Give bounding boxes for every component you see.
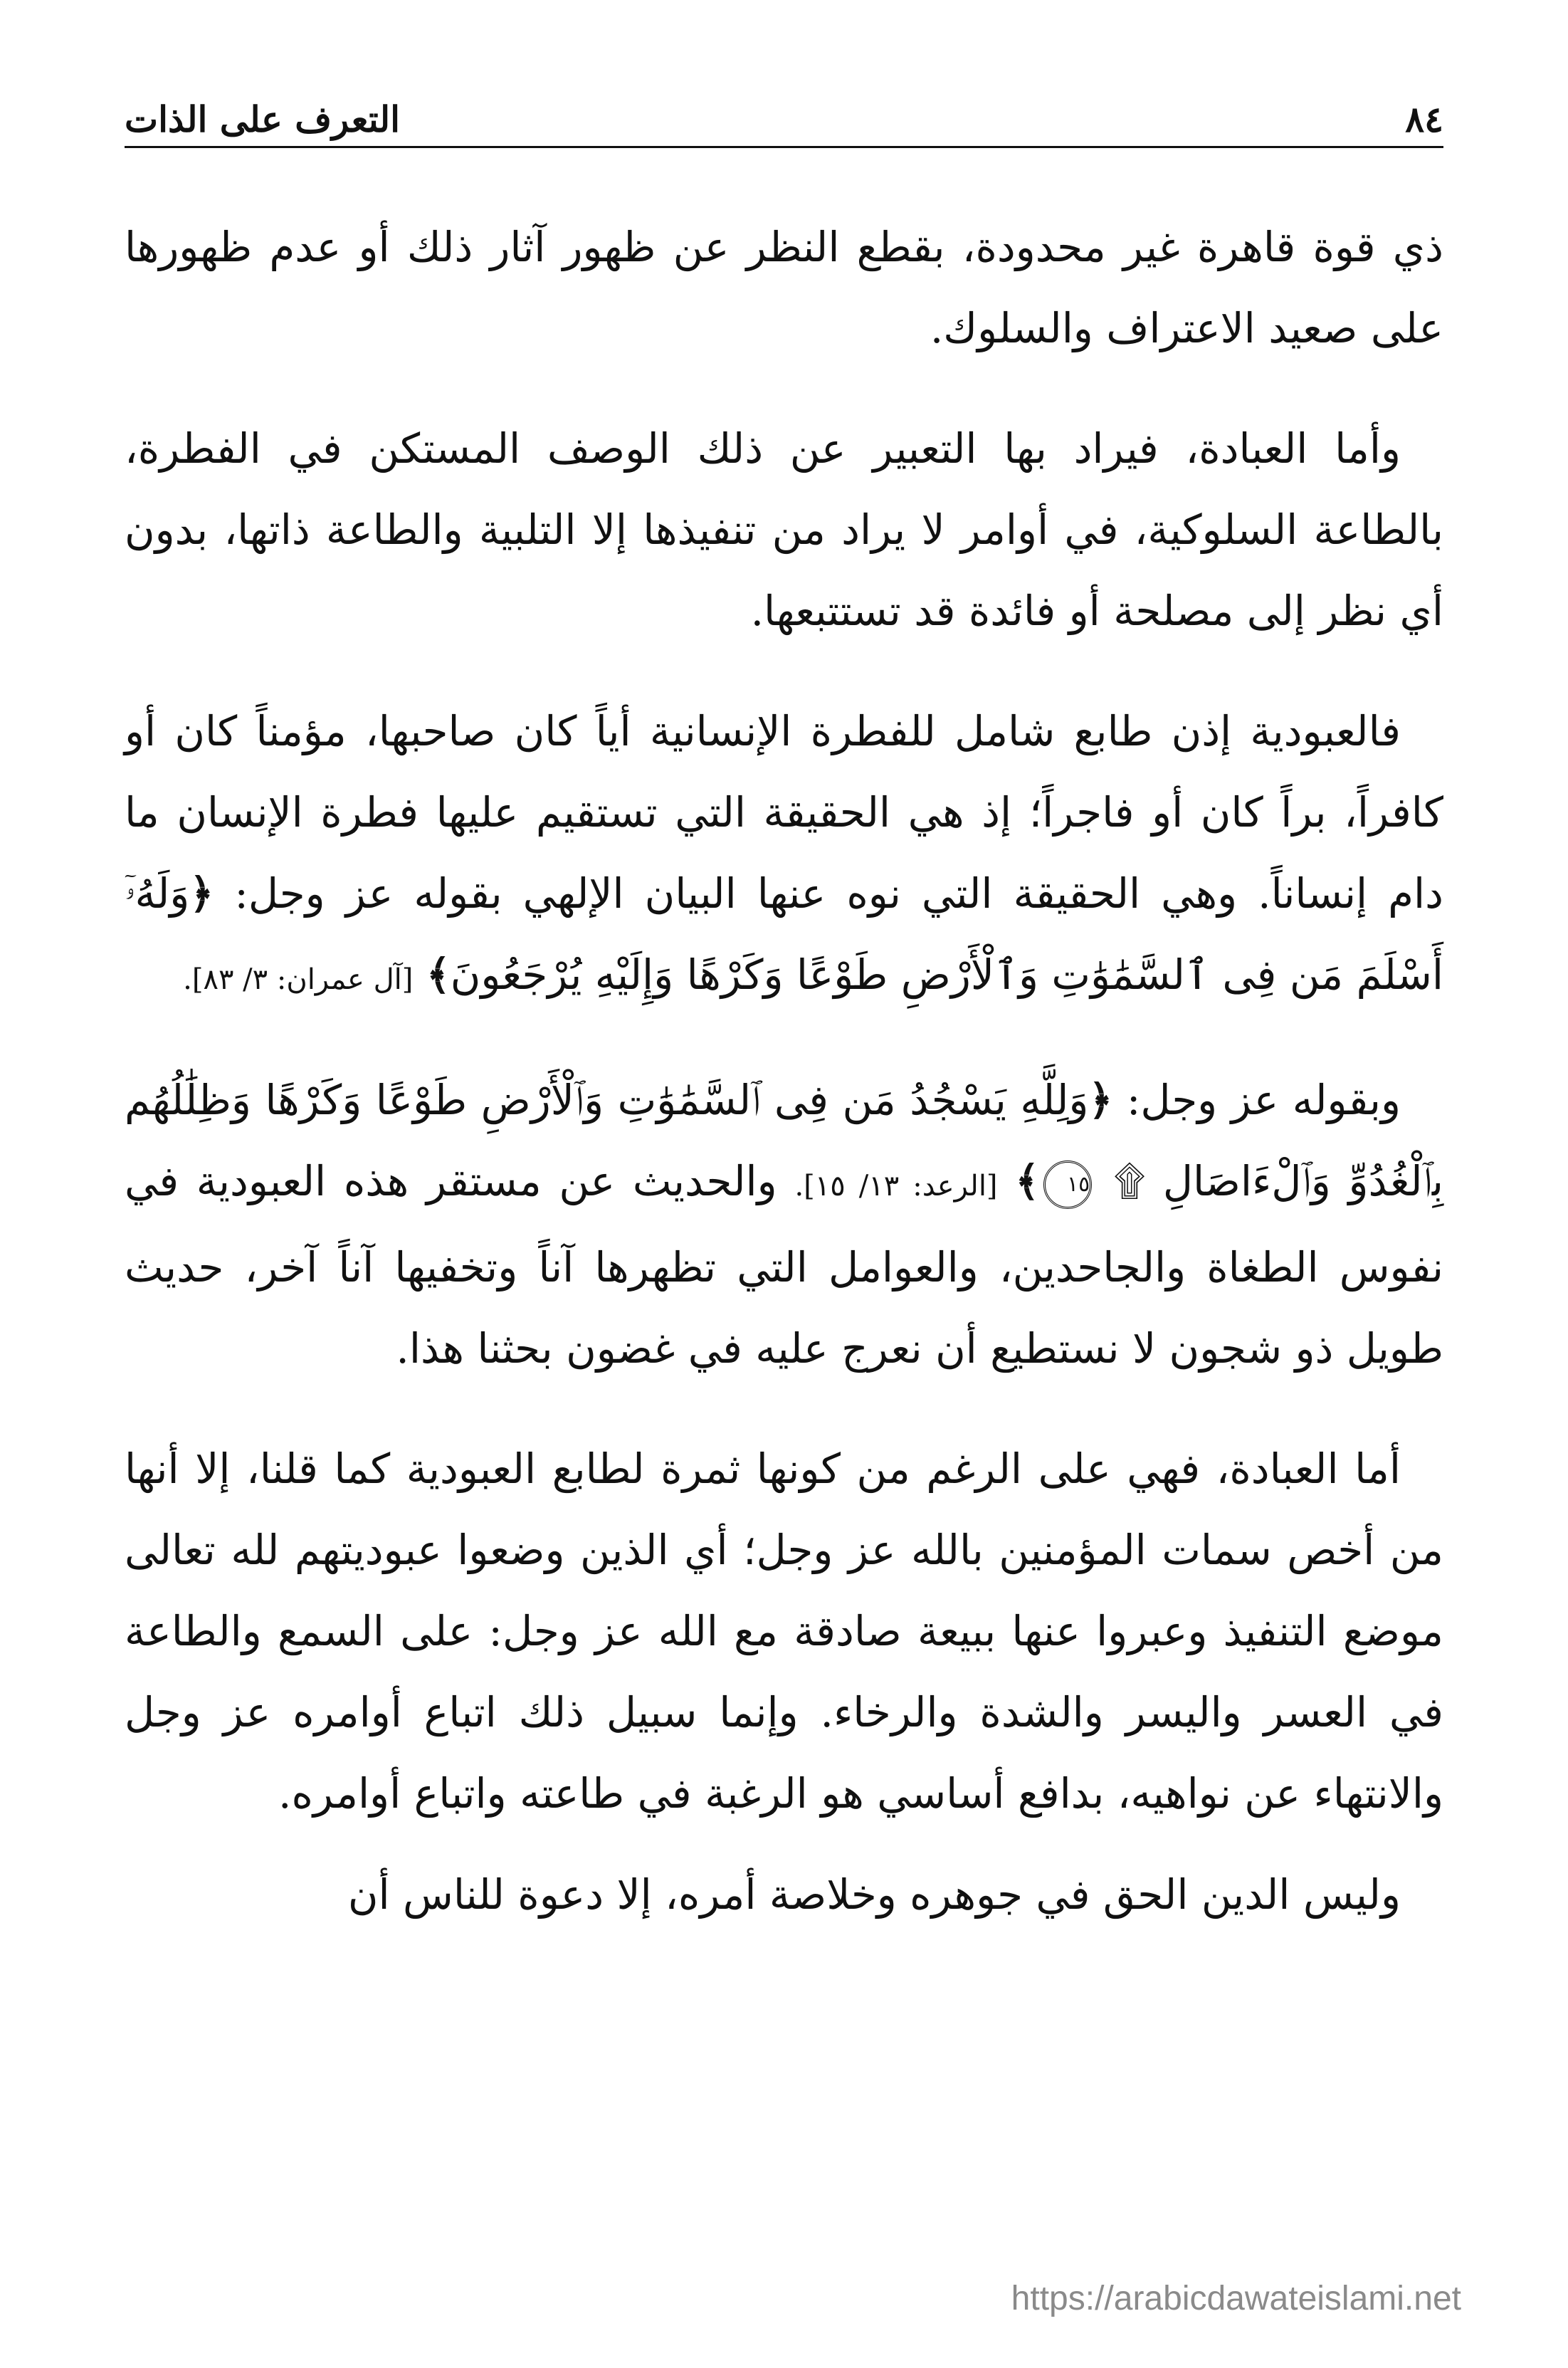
ayah-number-marker: ١٥	[1043, 1161, 1092, 1209]
body-text	[125, 206, 1443, 1935]
paragraph	[125, 1059, 1443, 1389]
paragraph: وليس الدين الحق في جوهره وخلاصة أمره، إلا دعوة للناس أن	[347, 1870, 1401, 1919]
quran-verse: وَلِلَّهِ يَسْجُدُ مَن فِى ٱلسَّمَٰوَٰتِ وَٱلْأَرْضِ طَوْعًا وَكَرْهًا وَظِلَٰلُهُم بِٱلْغُدُوِّ وَٱلْءَاصَالِ ۩	[125, 1076, 1444, 1205]
quran-close-bracket: ﴾	[426, 950, 451, 999]
paragraph-text: فالعبودية إذن طابع شامل للفطرة الإنسانية أياً كان صاحبها، مؤمناً كان أو كافراً، براً كان أو فاجراً؛ إذ هي الحقيقة التي تستقيم عليها فطرة الإنسان ما دام إنساناً. وهي الحقيقة التي نوه عنها البيان الإلهي بقوله عز وجل:	[125, 707, 1443, 918]
page-number: ٨٤	[1405, 98, 1443, 140]
paragraph	[125, 691, 1443, 1020]
quran-open-bracket: ﴿	[189, 869, 214, 918]
paragraph-text: والحديث عن مستقر هذه العبودية في نفوس الطغاة والجاحدين، والعوامل التي تظهرها آناً وتخفيها آناً آخر، حديث طويل ذو شجون لا نستطيع أن نعرج عليه في غضون بحثنا هذا.	[125, 1157, 1443, 1373]
paragraph: ذي قوة قاهرة غير محدودة، بقطع النظر عن ظهور آثار ذلك أو عدم ظهورها على صعيد الاعتراف والسلوك.	[125, 223, 1443, 352]
chapter-title: التعرف على الذات	[125, 98, 400, 140]
quran-close-bracket: ﴾	[1015, 1157, 1040, 1205]
verse-citation: [آل عمران: ٣/ ٨٣].	[183, 963, 414, 996]
header-rule	[125, 146, 1443, 148]
running-header	[125, 84, 1443, 148]
paragraph: وأما العبادة، فيراد بها التعبير عن ذلك الوصف المستكن في الفطرة، بالطاعة السلوكية، في أوامر لا يراد من تنفيذها إلا التلبية والطاعة ذاتها، بدون أي نظر إلى مصلحة أو فائدة قد تستتبعها.	[125, 424, 1443, 635]
quran-open-bracket: ﴿	[1088, 1076, 1113, 1124]
quran-verse: وَلَهُۥٓ أَسْلَمَ مَن فِى ٱلسَّمَٰوَٰتِ وَٱلْأَرْضِ طَوْعًا وَكَرْهًا وَإِلَيْهِ يُرْجَعُونَ	[125, 869, 1443, 999]
verse-citation: [الرعد: ١٣/ ١٥].	[794, 1170, 998, 1203]
watermark-url: https://arabicdawateislami.net	[1011, 2280, 1461, 2317]
paragraph-intro: وبقوله عز وجل:	[1126, 1076, 1401, 1124]
paragraph: أما العبادة، فهي على الرغم من كونها ثمرة لطابع العبودية كما قلنا، إلا أنها من أخص سمات المؤمنين بالله عز وجل؛ أي الذين وضعوا عبوديتهم لله تعالى موضع التنفيذ وعبروا عنها ببيعة صادقة مع الله عز وجل: على السمع والطاعة في العسر واليسر والشدة والرخاء. وإنما سبيل ذلك اتباع أوامره عز وجل والانتهاء عن نواهيه، بدافع أساسي هو الرغبة في طاعته واتباع أوامره.	[125, 1445, 1443, 1818]
